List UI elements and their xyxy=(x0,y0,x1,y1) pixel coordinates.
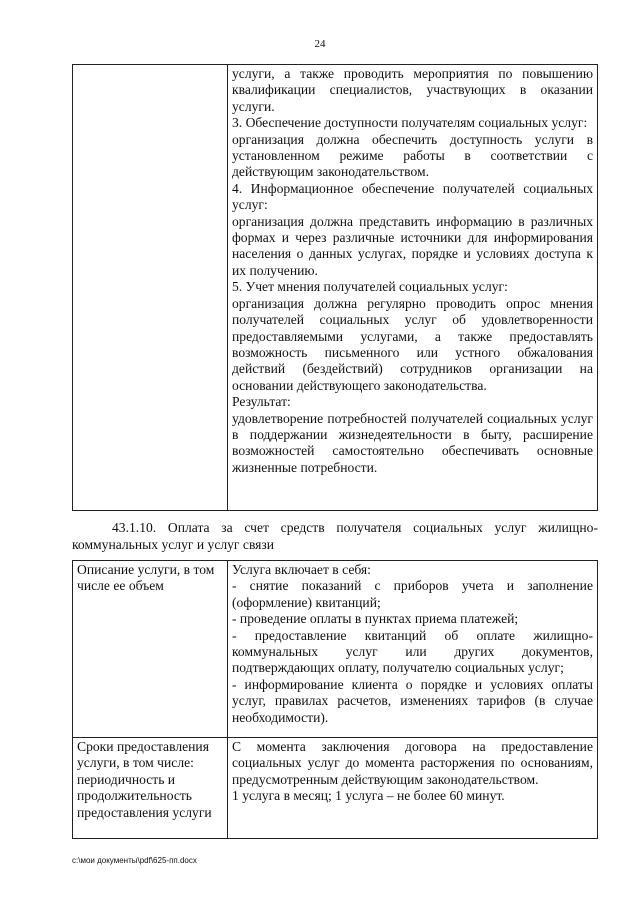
section-heading-text: 43.1.10. Оплата за счет средств получателя социальных услуг жилищно-коммунальных услуг и услуг связи xyxy=(72,520,598,552)
table-cell-content xyxy=(228,561,598,738)
paragraph: - информирование клиента о порядке и условиях оплаты услуг, правилах расчетов, изменениях тарифов (в случае необходимости). xyxy=(232,676,593,725)
paragraph: 5. Учет мнения получателей социальных услуг: xyxy=(232,279,508,295)
continued-table xyxy=(72,64,598,511)
section-heading xyxy=(72,519,598,553)
table-row xyxy=(73,65,598,511)
service-table xyxy=(72,560,598,839)
footer-file-path: c:\мои документы\pdf\625-пп.docx xyxy=(72,856,197,865)
paragraph: С момента заключения договора на предоставление социальных услуг до момента расторжения по основаниям, предусмотренным действующим законодательством. xyxy=(232,739,593,787)
table-cell-content xyxy=(228,65,598,511)
paragraph: 4. Информационное обеспечение получателей социальных услуг: xyxy=(232,180,593,213)
table-row xyxy=(73,561,598,738)
paragraph: организация должна регулярно проводить опрос мнения получателей социальных услуг об удовлетворенности предоставляемыми услугами, а также предоставлять возможность письменного или устного обжалования действий (бездействий) сотрудников организации на основании действующего законодательства. xyxy=(232,295,593,393)
paragraph: организация должна обеспечить доступность услуги в установленном режиме работы в соответствии с действующим законодательством. xyxy=(232,131,593,180)
paragraph: 3. Обеспечение доступности получателям социальных услуг: xyxy=(232,115,588,131)
table-cell-label xyxy=(73,65,228,511)
paragraph: услуги, а также проводить мероприятия по повышению квалификации специалистов, участвующих в оказании услуги. xyxy=(232,66,593,114)
paragraph: 1 услуга в месяц; 1 услуга – не более 60 минут. xyxy=(232,788,505,804)
paragraph: организация должна представить информацию в различных формах и через различные источники для информирования населения о данных услугах, порядке и условиях доступа к их получению. xyxy=(232,213,593,278)
paragraph: Результат: xyxy=(232,394,291,410)
paragraph: удовлетворение потребностей получателей социальных услуг в поддержании жизнедеятельности в быту, расширение возможностей самостоятельно обеспечивать основные жизненные потребности. xyxy=(232,410,593,475)
paragraph: Услуга включает в себя: xyxy=(232,562,371,577)
table-row xyxy=(73,738,598,839)
paragraph: - снятие показаний с приборов учета и заполнение (оформление) квитанций; xyxy=(232,578,593,610)
paragraph: - проведение оплаты в пунктах приема платежей; xyxy=(232,611,519,627)
table-cell-label: Описание услуги, в том числе ее объем xyxy=(73,561,228,738)
table-cell-content xyxy=(228,738,598,839)
table-cell-label: Сроки предоставления услуги, в том числе: периодичность и продолжительность предоставления услуги xyxy=(73,738,228,839)
paragraph: - предоставление квитанций об оплате жилищно-коммунальных услуг или других документов, подтверждающих оплату, получателю социальных услуг; xyxy=(232,627,593,676)
page-number: 24 xyxy=(314,38,326,50)
